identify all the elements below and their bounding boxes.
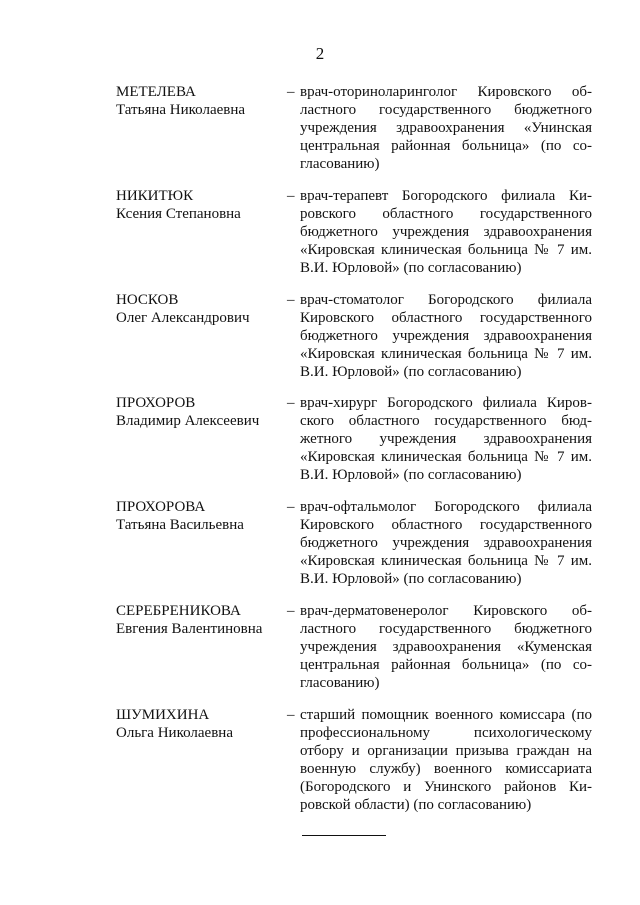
member-entry bbox=[116, 394, 594, 494]
member-given-names: Татьяна Васильевна bbox=[116, 517, 244, 533]
member-role: врач-хирург Богородского филиала Кировского областного государственного бюджетного учреждения здравоохранения «Кировская клиническая больница № 7 им. В.И. Юрловой» (по согласованию) bbox=[300, 395, 592, 483]
page-number: 2 bbox=[315, 44, 325, 63]
member-role: старший помощник военного комиссара (по профессиональному психологическому отбору и организации призыва граждан на военную службу) военного комиссариата (Богородского и Унинского районов Кировской области) (по согласованию) bbox=[300, 707, 592, 813]
member-entry bbox=[116, 83, 594, 183]
dash-separator: – bbox=[287, 188, 295, 204]
member-given-names: Татьяна Николаевна bbox=[116, 102, 246, 118]
member-given-names: Ольга Николаевна bbox=[116, 725, 233, 741]
member-surname: ШУМИХИНА bbox=[116, 707, 210, 723]
dash-separator: – bbox=[287, 395, 295, 411]
member-name bbox=[116, 83, 286, 119]
member-given-names: Владимир Алексеевич bbox=[116, 413, 260, 429]
member-surname: ПРОХОРОВА bbox=[116, 499, 206, 515]
member-given-names: Евгения Валентиновна bbox=[116, 621, 263, 637]
dash-separator: – bbox=[287, 292, 295, 308]
member-role: врач-стоматолог Богородского филиала Кировского областного государственного бюджетного учреждения здравоохранения «Кировская клиническая больница № 7 им. В.И. Юрловой» (по согласованию) bbox=[300, 292, 592, 380]
member-surname: НОСКОВ bbox=[116, 292, 179, 308]
member-name bbox=[116, 291, 286, 327]
dash-separator: – bbox=[287, 84, 295, 100]
member-surname: ПРОХОРОВ bbox=[116, 395, 196, 411]
member-entry bbox=[116, 706, 594, 826]
member-entry bbox=[116, 602, 594, 702]
member-surname: МЕТЕЛЕВА bbox=[116, 84, 196, 100]
member-role: врач-терапевт Богородского филиала Кировского областного государственного бюджетного учреждения здравоохранения «Кировская клиническая больница № 7 им. В.И. Юрловой» (по согласованию) bbox=[300, 188, 592, 276]
member-surname: СЕРЕБРЕНИКОВА bbox=[116, 603, 241, 619]
member-given-names: Олег Александрович bbox=[116, 310, 250, 326]
member-entry bbox=[116, 187, 594, 287]
member-name bbox=[116, 602, 286, 638]
member-name bbox=[116, 706, 286, 742]
dash-separator: – bbox=[287, 499, 295, 515]
member-surname: НИКИТЮК bbox=[116, 188, 194, 204]
member-role: врач-оториноларинголог Кировского областного государственного бюджетного учреждения здравоохранения «Унинская центральная районная больница» (по согласованию) bbox=[300, 84, 592, 172]
dash-separator: – bbox=[287, 707, 295, 723]
member-entry bbox=[116, 498, 594, 598]
closing-divider-line bbox=[302, 835, 386, 836]
member-given-names: Ксения Степановна bbox=[116, 206, 241, 222]
member-role: врач-офтальмолог Богородского филиала Кировского областного государственного бюджетного учреждения здравоохранения «Кировская клиническая больница № 7 им. В.И. Юрловой» (по согласованию) bbox=[300, 499, 592, 587]
member-name bbox=[116, 394, 286, 430]
member-entry bbox=[116, 291, 594, 391]
member-name bbox=[116, 498, 286, 534]
member-name bbox=[116, 187, 286, 223]
member-role: врач-дерматовенеролог Кировского областного государственного бюджетного учреждения здравоохранения «Куменская центральная районная больница» (по согласованию) bbox=[300, 603, 592, 691]
dash-separator: – bbox=[287, 603, 295, 619]
